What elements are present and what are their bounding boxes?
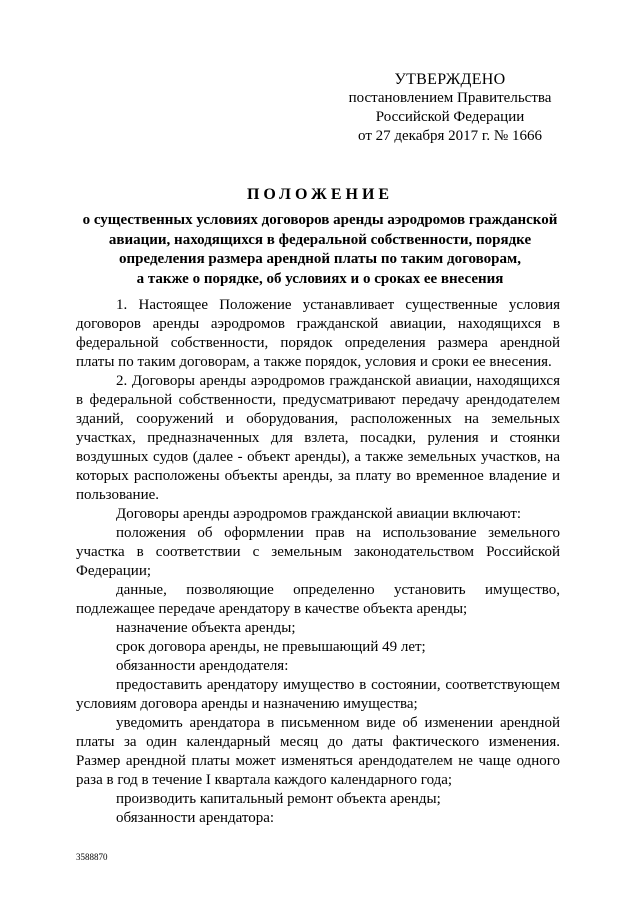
approval-block bbox=[340, 70, 560, 146]
subtitle-line-3: определения размера арендной платы по таким договорам, bbox=[119, 251, 521, 267]
document-title: ПОЛОЖЕНИЕ bbox=[246, 186, 394, 203]
subtitle-line-1: о существенных условиях договоров аренды аэродромов гражданской bbox=[82, 212, 558, 228]
paragraph-11: производить капитальный ремонт объекта аренды; bbox=[116, 791, 441, 807]
approval-line-3: от 27 декабря 2017 г. № 1666 bbox=[358, 128, 542, 144]
paragraph-3: Договоры аренды аэродромов гражданской авиации включают: bbox=[116, 506, 522, 522]
paragraph-9: предоставить арендатору имущество в состоянии, соответствующем условиям договора аренды и назначению имущества; bbox=[76, 677, 560, 712]
paragraph-6: назначение объекта аренды; bbox=[116, 620, 296, 636]
paragraph-12: обязанности арендатора: bbox=[116, 810, 275, 826]
footer-document-code: 3588870 bbox=[76, 852, 108, 862]
paragraph-4: положения об оформлении прав на использование земельного участка в соответствии с земельным законодательством Российской Федерации; bbox=[76, 525, 560, 579]
paragraph-8: обязанности арендодателя: bbox=[116, 658, 289, 674]
document-subtitle bbox=[70, 211, 570, 289]
paragraph-1: 1. Настоящее Положение устанавливает существенные условия договоров аренды аэродромов гражданской авиации, находящихся в федеральной собственности, порядок определения размера арендной платы по таким договорам, а также порядок, условия и сроки ее внесения. bbox=[76, 297, 560, 370]
paragraph-7: срок договора аренды, не превышающий 49 лет; bbox=[116, 639, 426, 655]
paragraph-5: данные, позволяющие определенно установить имущество, подлежащее передаче арендатору в качестве объекта аренды; bbox=[76, 582, 560, 617]
approval-heading: УТВЕРЖДЕНО bbox=[394, 71, 506, 88]
subtitle-line-4: а также о порядке, об условиях и о сроках ее внесения bbox=[136, 270, 504, 287]
approval-line-2: Российской Федерации bbox=[375, 109, 525, 125]
subtitle-line-2: авиации, находящихся в федеральной собственности, порядке bbox=[108, 231, 532, 248]
approval-line-1: постановлением Правительства bbox=[348, 90, 552, 106]
document-body bbox=[76, 296, 560, 828]
paragraph-10: уведомить арендатора в письменном виде об изменении арендной платы за один календарный месяц до даты фактического изменения. Размер арендной платы может изменяться арендодателем не чаще одного раза в год в течение I квартала каждого календарного года; bbox=[76, 715, 560, 788]
paragraph-2: 2. Договоры аренды аэродромов гражданской авиации, находящихся в федеральной собственности, предусматривают передачу арендодателем зданий, сооружений и оборудования, расположенных на земельных участках, предназначенных для взлета, посадки, руления и стоянки воздушных судов (далее - объект аренды), а также земельных участков, на которых расположены объекты аренды, за плату во временное владение и пользование. bbox=[76, 373, 560, 503]
